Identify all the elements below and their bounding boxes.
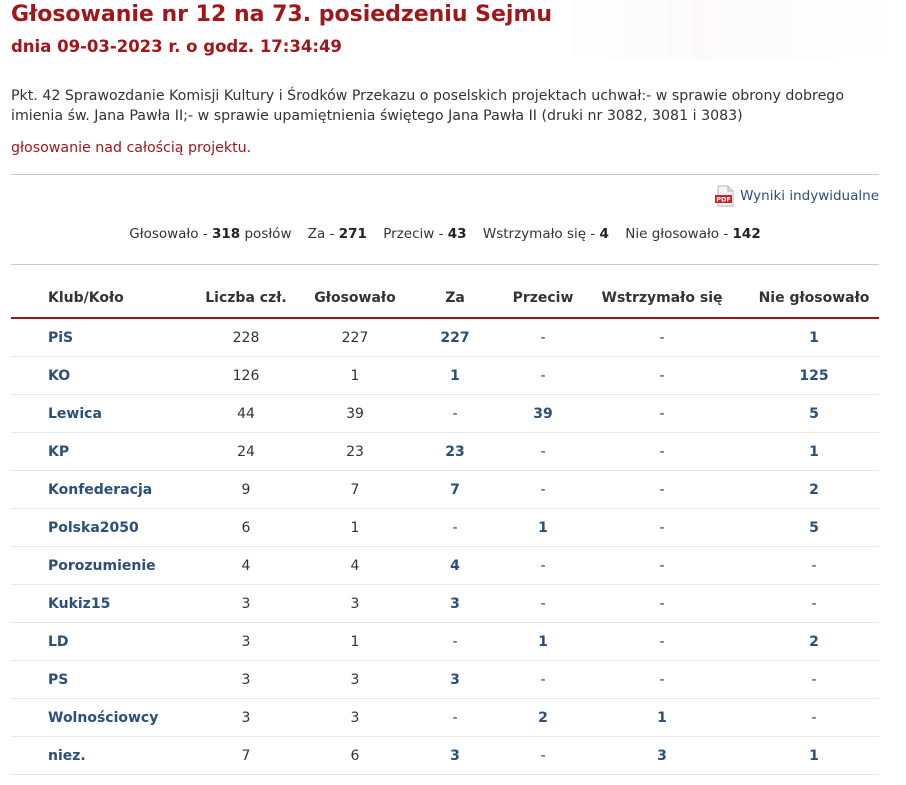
vote-description: Pkt. 42 Sprawozdanie Komisji Kultury i Środków Przekazu o poselskich projektach uchwał:- w sprawie obrony dobrego imienia św. Jana Pawła II;- w sprawie upamiętnienia świętego Jana Pawła II (druki nr 3082, 3081 i 3083) bbox=[11, 88, 844, 124]
table-body bbox=[11, 318, 879, 775]
summary-abstain-label: Wstrzymało się - bbox=[482, 226, 596, 242]
table-row bbox=[11, 623, 879, 661]
abstain-count: - bbox=[575, 357, 749, 395]
abstain-count: - bbox=[575, 433, 749, 471]
member-count: 126 bbox=[181, 357, 311, 395]
absent-count[interactable]: 1 bbox=[749, 318, 879, 357]
svg-text:PDF: PDF bbox=[716, 195, 731, 204]
voted-count: 1 bbox=[311, 509, 399, 547]
table-row bbox=[11, 661, 879, 699]
table-row bbox=[11, 433, 879, 471]
voted-count: 1 bbox=[311, 357, 399, 395]
summary-for-label: Za - bbox=[307, 226, 335, 242]
summary-abstain-value: 4 bbox=[599, 226, 609, 242]
table-row bbox=[11, 585, 879, 623]
member-count: 3 bbox=[181, 585, 311, 623]
for-count[interactable]: 3 bbox=[399, 661, 511, 699]
voted-count: 6 bbox=[311, 737, 399, 775]
voted-count: 1 bbox=[311, 623, 399, 661]
club-name[interactable]: Porozumienie bbox=[11, 547, 181, 585]
against-count: - bbox=[511, 547, 575, 585]
absent-count[interactable]: 5 bbox=[749, 395, 879, 433]
against-count: - bbox=[511, 737, 575, 775]
column-header-members: Liczba czł. bbox=[181, 278, 311, 318]
absent-count: - bbox=[749, 661, 879, 699]
against-count: - bbox=[511, 318, 575, 357]
abstain-count: - bbox=[575, 318, 749, 357]
for-count[interactable]: 1 bbox=[399, 357, 511, 395]
page-title: Głosowanie nr 12 na 73. posiedzeniu Sejmu bbox=[11, 2, 553, 27]
summary-absent-label: Nie głosowało - bbox=[625, 226, 729, 242]
member-count: 228 bbox=[181, 318, 311, 357]
table-row bbox=[11, 509, 879, 547]
against-count[interactable]: 1 bbox=[511, 623, 575, 661]
for-count[interactable]: 4 bbox=[399, 547, 511, 585]
pdf-icon bbox=[715, 185, 735, 207]
abstain-count: - bbox=[575, 395, 749, 433]
individual-results-link[interactable] bbox=[715, 185, 879, 207]
abstain-count: - bbox=[575, 471, 749, 509]
header-background bbox=[560, 0, 906, 60]
voted-count: 39 bbox=[311, 395, 399, 433]
column-header-abstain: Wstrzymało się bbox=[575, 278, 749, 318]
voted-count: 227 bbox=[311, 318, 399, 357]
table-row bbox=[11, 395, 879, 433]
club-name[interactable]: KP bbox=[11, 433, 181, 471]
abstain-count: - bbox=[575, 623, 749, 661]
individual-results-label: Wyniki indywidualne bbox=[740, 188, 879, 204]
against-count: - bbox=[511, 357, 575, 395]
for-count[interactable]: 7 bbox=[399, 471, 511, 509]
abstain-count[interactable]: 1 bbox=[575, 699, 749, 737]
summary-absent-value: 142 bbox=[732, 226, 761, 242]
table-row bbox=[11, 737, 879, 775]
table-row bbox=[11, 547, 879, 585]
for-count[interactable]: 3 bbox=[399, 585, 511, 623]
summary-voted-label: Głosowało - bbox=[129, 226, 208, 242]
vote-subject: głosowanie nad całością projektu. bbox=[11, 140, 252, 156]
table-header-row bbox=[11, 278, 879, 318]
column-header-voted: Głosowało bbox=[311, 278, 399, 318]
table-row bbox=[11, 699, 879, 737]
column-header-for: Za bbox=[399, 278, 511, 318]
club-name[interactable]: niez. bbox=[11, 737, 181, 775]
absent-count[interactable]: 1 bbox=[749, 433, 879, 471]
summary-voted-unit: posłów bbox=[244, 226, 292, 242]
for-count: - bbox=[399, 395, 511, 433]
club-name[interactable]: Polska2050 bbox=[11, 509, 181, 547]
column-header-absent: Nie głosowało bbox=[749, 278, 879, 318]
summary-voted-value: 318 bbox=[212, 226, 241, 242]
against-count: - bbox=[511, 433, 575, 471]
summary-against-label: Przeciw - bbox=[383, 226, 444, 242]
member-count: 6 bbox=[181, 509, 311, 547]
absent-count[interactable]: 1 bbox=[749, 737, 879, 775]
summary-for-value: 271 bbox=[338, 226, 367, 242]
for-count: - bbox=[399, 699, 511, 737]
member-count: 24 bbox=[181, 433, 311, 471]
for-count[interactable]: 227 bbox=[399, 318, 511, 357]
member-count: 4 bbox=[181, 547, 311, 585]
club-name[interactable]: Konfederacja bbox=[11, 471, 181, 509]
absent-count[interactable]: 2 bbox=[749, 471, 879, 509]
voted-count: 23 bbox=[311, 433, 399, 471]
divider bbox=[11, 174, 879, 175]
voted-count: 4 bbox=[311, 547, 399, 585]
absent-count[interactable]: 125 bbox=[749, 357, 879, 395]
absent-count[interactable]: 2 bbox=[749, 623, 879, 661]
column-header-against: Przeciw bbox=[511, 278, 575, 318]
absent-count: - bbox=[749, 585, 879, 623]
member-count: 44 bbox=[181, 395, 311, 433]
table-row bbox=[11, 357, 879, 395]
for-count[interactable]: 23 bbox=[399, 433, 511, 471]
abstain-count: - bbox=[575, 509, 749, 547]
against-count: - bbox=[511, 471, 575, 509]
against-count[interactable]: 2 bbox=[511, 699, 575, 737]
against-count[interactable]: 39 bbox=[511, 395, 575, 433]
abstain-count: - bbox=[575, 547, 749, 585]
absent-count[interactable]: 5 bbox=[749, 509, 879, 547]
against-count: - bbox=[511, 585, 575, 623]
column-header-club: Klub/Koło bbox=[11, 278, 181, 318]
abstain-count: - bbox=[575, 585, 749, 623]
table-row bbox=[11, 471, 879, 509]
club-results-table bbox=[11, 278, 879, 775]
summary-against-value: 43 bbox=[447, 226, 467, 242]
abstain-count[interactable]: 3 bbox=[575, 737, 749, 775]
against-count[interactable]: 1 bbox=[511, 509, 575, 547]
vote-summary bbox=[11, 226, 879, 242]
for-count: - bbox=[399, 509, 511, 547]
voted-count: 3 bbox=[311, 699, 399, 737]
for-count[interactable]: 3 bbox=[399, 737, 511, 775]
club-name[interactable]: Wolnościowcy bbox=[11, 699, 181, 737]
absent-count: - bbox=[749, 699, 879, 737]
against-count: - bbox=[511, 661, 575, 699]
divider bbox=[11, 264, 879, 265]
voted-count: 7 bbox=[311, 471, 399, 509]
absent-count: - bbox=[749, 547, 879, 585]
club-name[interactable]: PiS bbox=[11, 318, 181, 357]
member-count: 3 bbox=[181, 661, 311, 699]
club-name[interactable]: Kukiz15 bbox=[11, 585, 181, 623]
voted-count: 3 bbox=[311, 585, 399, 623]
table-row bbox=[11, 318, 879, 357]
member-count: 7 bbox=[181, 737, 311, 775]
club-name[interactable]: LD bbox=[11, 623, 181, 661]
voted-count: 3 bbox=[311, 661, 399, 699]
page-subtitle: dnia 09-03-2023 r. o godz. 17:34:49 bbox=[11, 37, 342, 56]
club-name[interactable]: Lewica bbox=[11, 395, 181, 433]
for-count: - bbox=[399, 623, 511, 661]
member-count: 3 bbox=[181, 699, 311, 737]
club-name[interactable]: KO bbox=[11, 357, 181, 395]
club-name[interactable]: PS bbox=[11, 661, 181, 699]
abstain-count: - bbox=[575, 661, 749, 699]
member-count: 9 bbox=[181, 471, 311, 509]
member-count: 3 bbox=[181, 623, 311, 661]
